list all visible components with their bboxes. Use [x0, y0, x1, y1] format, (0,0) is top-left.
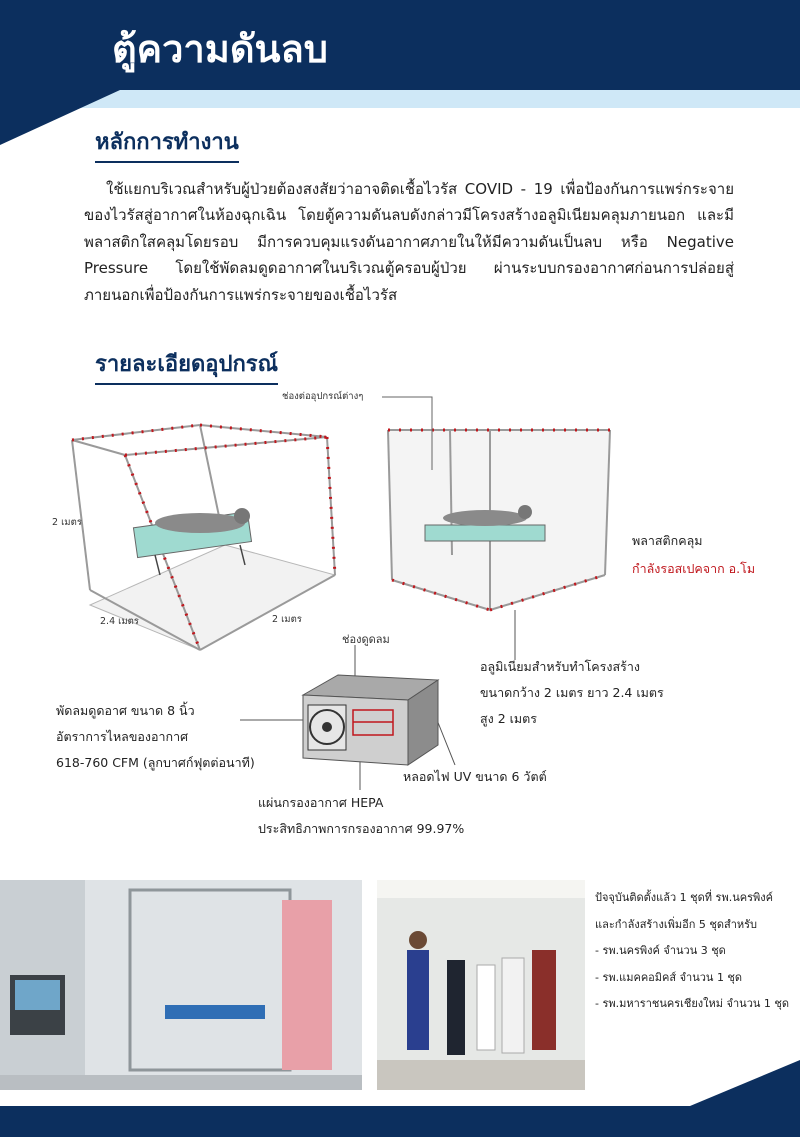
installed-cabinet-photo [0, 880, 362, 1090]
uv-label: หลอดไฟ UV ขนาด 6 วัตต์ [403, 769, 547, 784]
hepa-line-1: แผ่นกรองอากาศ HEPA [258, 795, 384, 810]
status-line-3: - รพ.นครพิงค์ จำนวน 3 ชุด [595, 944, 726, 957]
status-line-2: และกำลังสร้างเพิ่มอีก 5 ชุดสำหรับ [595, 917, 758, 931]
footer-band [0, 1106, 800, 1137]
team-photo [377, 880, 585, 1090]
header-accent-band [0, 90, 800, 108]
dim-height-label: 2 เมตร [52, 517, 82, 528]
dim-width-label: 2 เมตร [272, 614, 302, 625]
aluminium-line-3: สูง 2 เมตร [480, 711, 537, 726]
aluminium-line-2: ขนาดกว้าง 2 เมตร ยาว 2.4 เมตร [480, 685, 664, 700]
principle-heading: หลักการทำงาน [95, 124, 239, 163]
fan-line-1: พัดลมดูดอาศ ขนาด 8 นิ้ว [56, 703, 195, 718]
suction-label: ช่องดูดลม [342, 633, 390, 646]
status-line-4: - รพ.แมคคอมิคส์ จำนวน 1 ชุด [595, 970, 743, 984]
hepa-line-2: ประสิทธิภาพการกรองอากาศ 99.97% [258, 821, 465, 836]
status-line-1: ปัจจุบันติดตั้งแล้ว 1 ชุดที่ รพ.นครพิงค์ [595, 891, 773, 904]
air-filter-unit [298, 670, 443, 770]
aluminium-line-1: อลูมิเนียมสำหรับทำโครงสร้าง [480, 659, 640, 674]
fan-line-3: 618-760 CFM (ลูกบาศก์ฟุตต่อนาที) [56, 755, 255, 770]
status-line-5: - รพ.มหาราชนครเชียงใหม่ จำนวน 1 ชุด [595, 997, 789, 1010]
port-label: ช่องต่ออุปกรณ์ต่างๆ [282, 391, 364, 402]
dim-length-label: 2.4 เมตร [100, 616, 139, 627]
plastic-note: กำลังรอสเปคจาก อ.โม [632, 561, 756, 576]
status-panel [595, 885, 800, 1085]
principle-paragraph: ใช้แยกบริเวณสำหรับผู้ป่วยต้องสงสัยว่าอาจติดเชื้อไวรัส COVID - 19 เพื่อป้องกันการแพร่กระจายของไวรัสสู่อากาศในห้องฉุกเฉิน โดยตู้ความดันลบดังกล่าวมีโครงสร้างอลูมิเนียมคลุมภายนอก และมีพลาสติกใสคลุมโดยรอบ มีการควบคุมแรงดันอากาศภายในให้มีความดันเป็นลบ หรือ Negative Pressure โดยใช้พัดลมดูดอากาศในบริเวณตู้ครอบผู้ป่วย ผ่านระบบกรองอากาศก่อนการปล่อยสู่ภายนอกเพื่อป้องกันการแพร่กระจายของเชื้อไวรัส [84, 180, 734, 304]
page-title: ตู้ความดันลบ [112, 27, 328, 71]
port-leader-line [370, 395, 440, 475]
fan-line-2: อัตราการไหลของอากาศ [56, 729, 189, 744]
footer-corner-shape [690, 1060, 800, 1106]
plastic-label: พลาสติกคลุม [632, 533, 703, 548]
equipment-heading: รายละเอียดอุปกรณ์ [95, 346, 278, 385]
